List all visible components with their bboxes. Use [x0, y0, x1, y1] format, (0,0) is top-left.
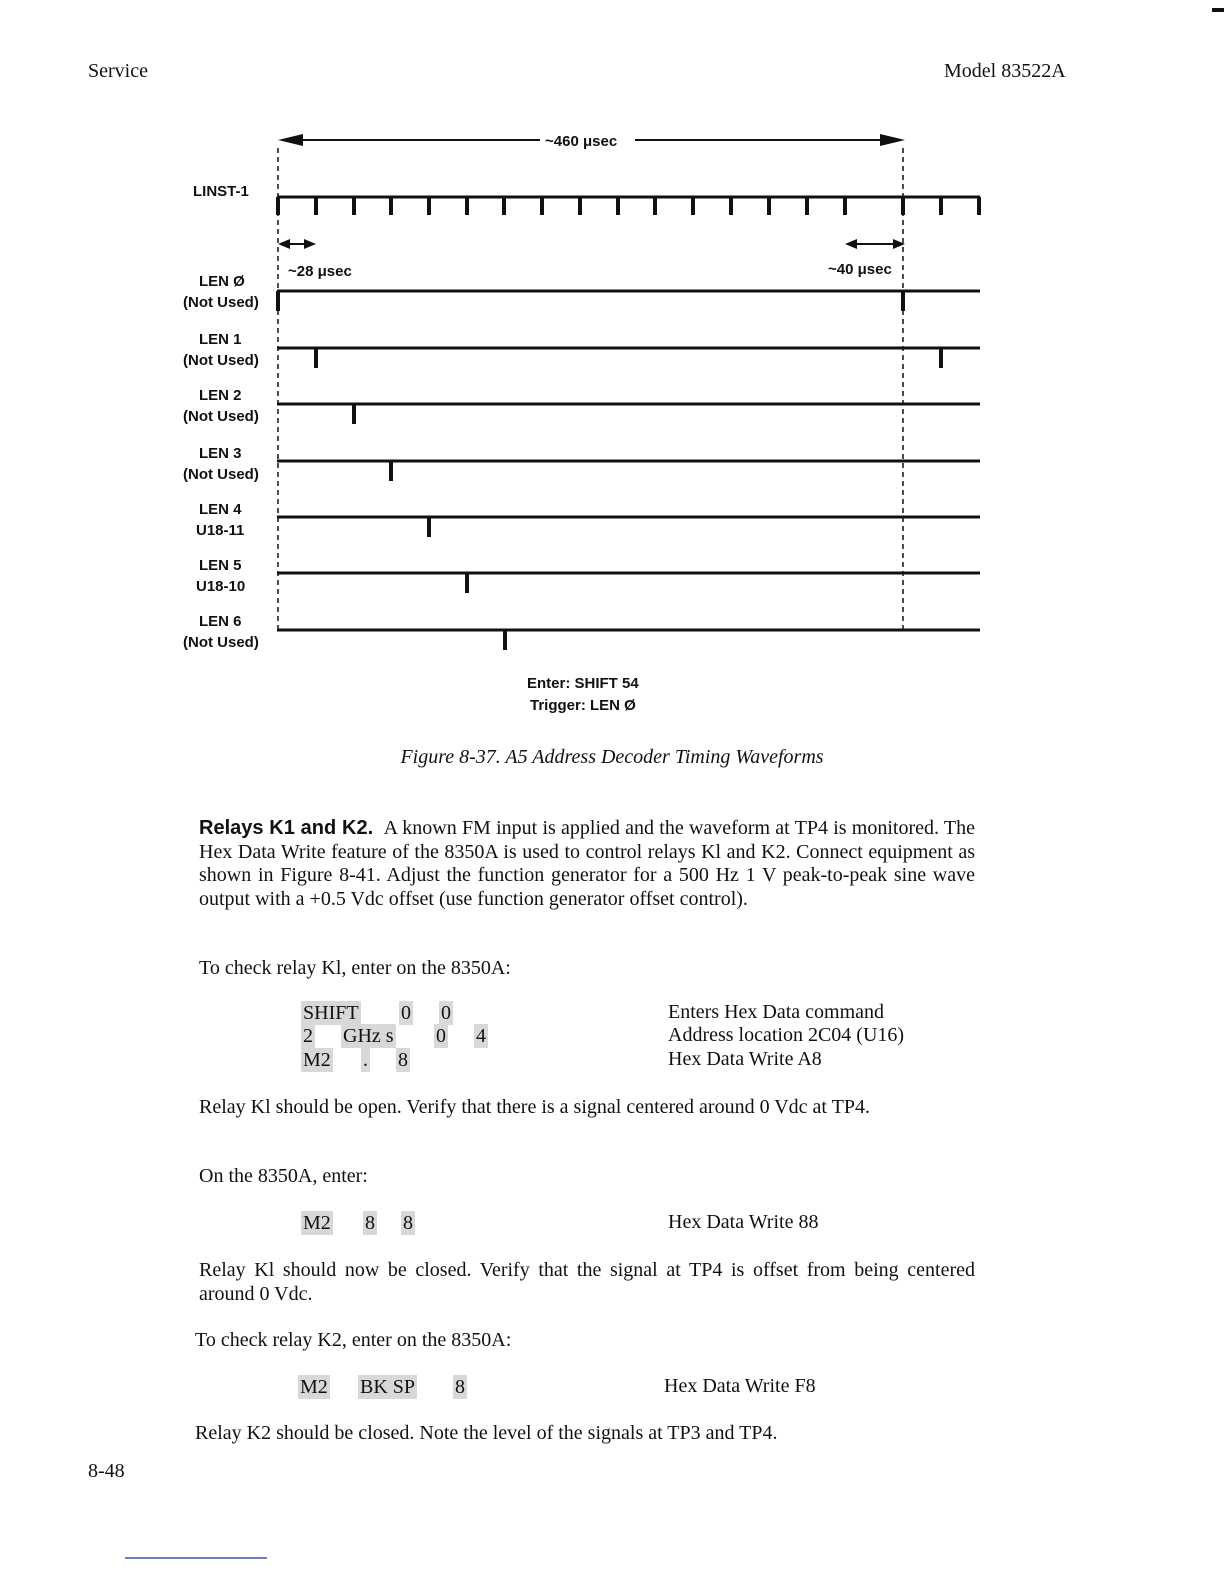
- key-ghz: GHz s: [343, 1025, 394, 1047]
- k2-step-description: Hex Data Write F8: [664, 1375, 816, 1397]
- signal-labels: [183, 183, 259, 651]
- k1-close-step-description: Hex Data Write 88: [668, 1211, 819, 1233]
- period-arrowhead-right: [880, 134, 905, 146]
- reference-dashes: [278, 148, 903, 630]
- scan-edge-line: [125, 1557, 267, 1559]
- signal-label-len6: LEN 6: [199, 613, 242, 630]
- enter-again-instruction: On the 8350A, enter:: [199, 1165, 368, 1187]
- key-m2: M2: [300, 1376, 328, 1398]
- key-8: 8: [455, 1376, 465, 1398]
- page-number: 8-48: [88, 1460, 125, 1482]
- enter-note: Enter: SHIFT 54: [527, 675, 639, 692]
- check-k1-instruction: To check relay Kl, enter on the 8350A:: [199, 957, 511, 979]
- k1-step-2-description: Address location 2C04 (U16): [668, 1024, 905, 1046]
- key-0: 0: [436, 1025, 446, 1047]
- relays-intro-paragraph: [199, 817, 975, 911]
- measurement-arrows: [278, 134, 905, 249]
- delay-label: ~28 μsec: [288, 263, 352, 280]
- signal-sublabel-len1: (Not Used): [183, 352, 259, 369]
- signal-sublabel-len2: (Not Used): [183, 408, 259, 425]
- k1-step-3-description: Hex Data Write A8: [668, 1048, 822, 1070]
- key-8: 8: [398, 1049, 408, 1071]
- signal-label-linst: LINST-1: [193, 183, 249, 200]
- signal-label-len2: LEN 2: [199, 387, 242, 404]
- figure-caption: Figure 8-37. A5 Address Decoder Timing Waveforms: [400, 746, 824, 768]
- key-0: 0: [441, 1002, 451, 1024]
- key-bksp: BK SP: [360, 1376, 416, 1398]
- k1-closed-paragraph: Relay Kl should now be closed. Verify that the signal at TP4 is offset from being centered around 0 Vdc.: [199, 1259, 975, 1305]
- period-label: ~460 μsec: [545, 133, 618, 150]
- signal-sublabel-len6: (Not Used): [183, 634, 259, 651]
- signal-label-len1: LEN 1: [199, 331, 242, 348]
- period-arrowhead-left: [278, 134, 303, 146]
- delay-arrowhead-right: [304, 239, 316, 249]
- signal-label-len3: LEN 3: [199, 445, 242, 462]
- signal-label-len5: LEN 5: [199, 557, 242, 574]
- signal-label-len4: LEN 4: [199, 501, 242, 518]
- key-2: 2: [303, 1025, 313, 1047]
- key-4: 4: [476, 1025, 486, 1047]
- key-0: 0: [401, 1002, 411, 1024]
- key-m2: M2: [303, 1212, 331, 1234]
- key-8: 8: [403, 1212, 413, 1234]
- key-shift: SHIFT: [303, 1002, 359, 1024]
- header-model-number: Model 83522A: [944, 60, 1066, 82]
- delay-arrowhead-left: [278, 239, 290, 249]
- key-period: .: [363, 1049, 368, 1071]
- timing-diagram: [0, 0, 1224, 720]
- check-k2-instruction: To check relay K2, enter on the 8350A:: [195, 1329, 512, 1351]
- k1-step-1-description: Enters Hex Data command: [668, 1001, 885, 1023]
- k2-closed-paragraph: Relay K2 should be closed. Note the level of the signals at TP3 and TP4.: [195, 1422, 778, 1444]
- trigger-note: Trigger: LEN Ø: [530, 697, 636, 714]
- signal-sublabel-len3: (Not Used): [183, 466, 259, 483]
- key-8: 8: [365, 1212, 375, 1234]
- tail-arrowhead-left: [845, 239, 857, 249]
- header-section-title: Service: [88, 60, 148, 82]
- signal-sublabel-len0: (Not Used): [183, 294, 259, 311]
- k1-open-paragraph: Relay Kl should be open. Verify that there is a signal centered around 0 Vdc at TP4.: [199, 1096, 870, 1118]
- tail-label: ~40 μsec: [828, 261, 892, 278]
- section-title: Relays K1 and K2.: [199, 817, 374, 839]
- section-intro: A known FM input is applied and the waveform at TP4 is monitored. The Hex Data Write feature of the 8350A is used to control relays Kl and K2. Connect equipment as shown in Figure 8-41. Adjust the function generator for a 500 Hz 1 V peak-to-peak sine wave output with a +0.5 Vdc offset (use function generator offset control).: [199, 817, 975, 910]
- key-m2: M2: [303, 1049, 331, 1071]
- signal-sublabel-len4: U18-11: [196, 522, 245, 539]
- signal-label-len0: LEN Ø: [199, 273, 245, 290]
- signal-sublabel-len5: U18-10: [196, 578, 246, 595]
